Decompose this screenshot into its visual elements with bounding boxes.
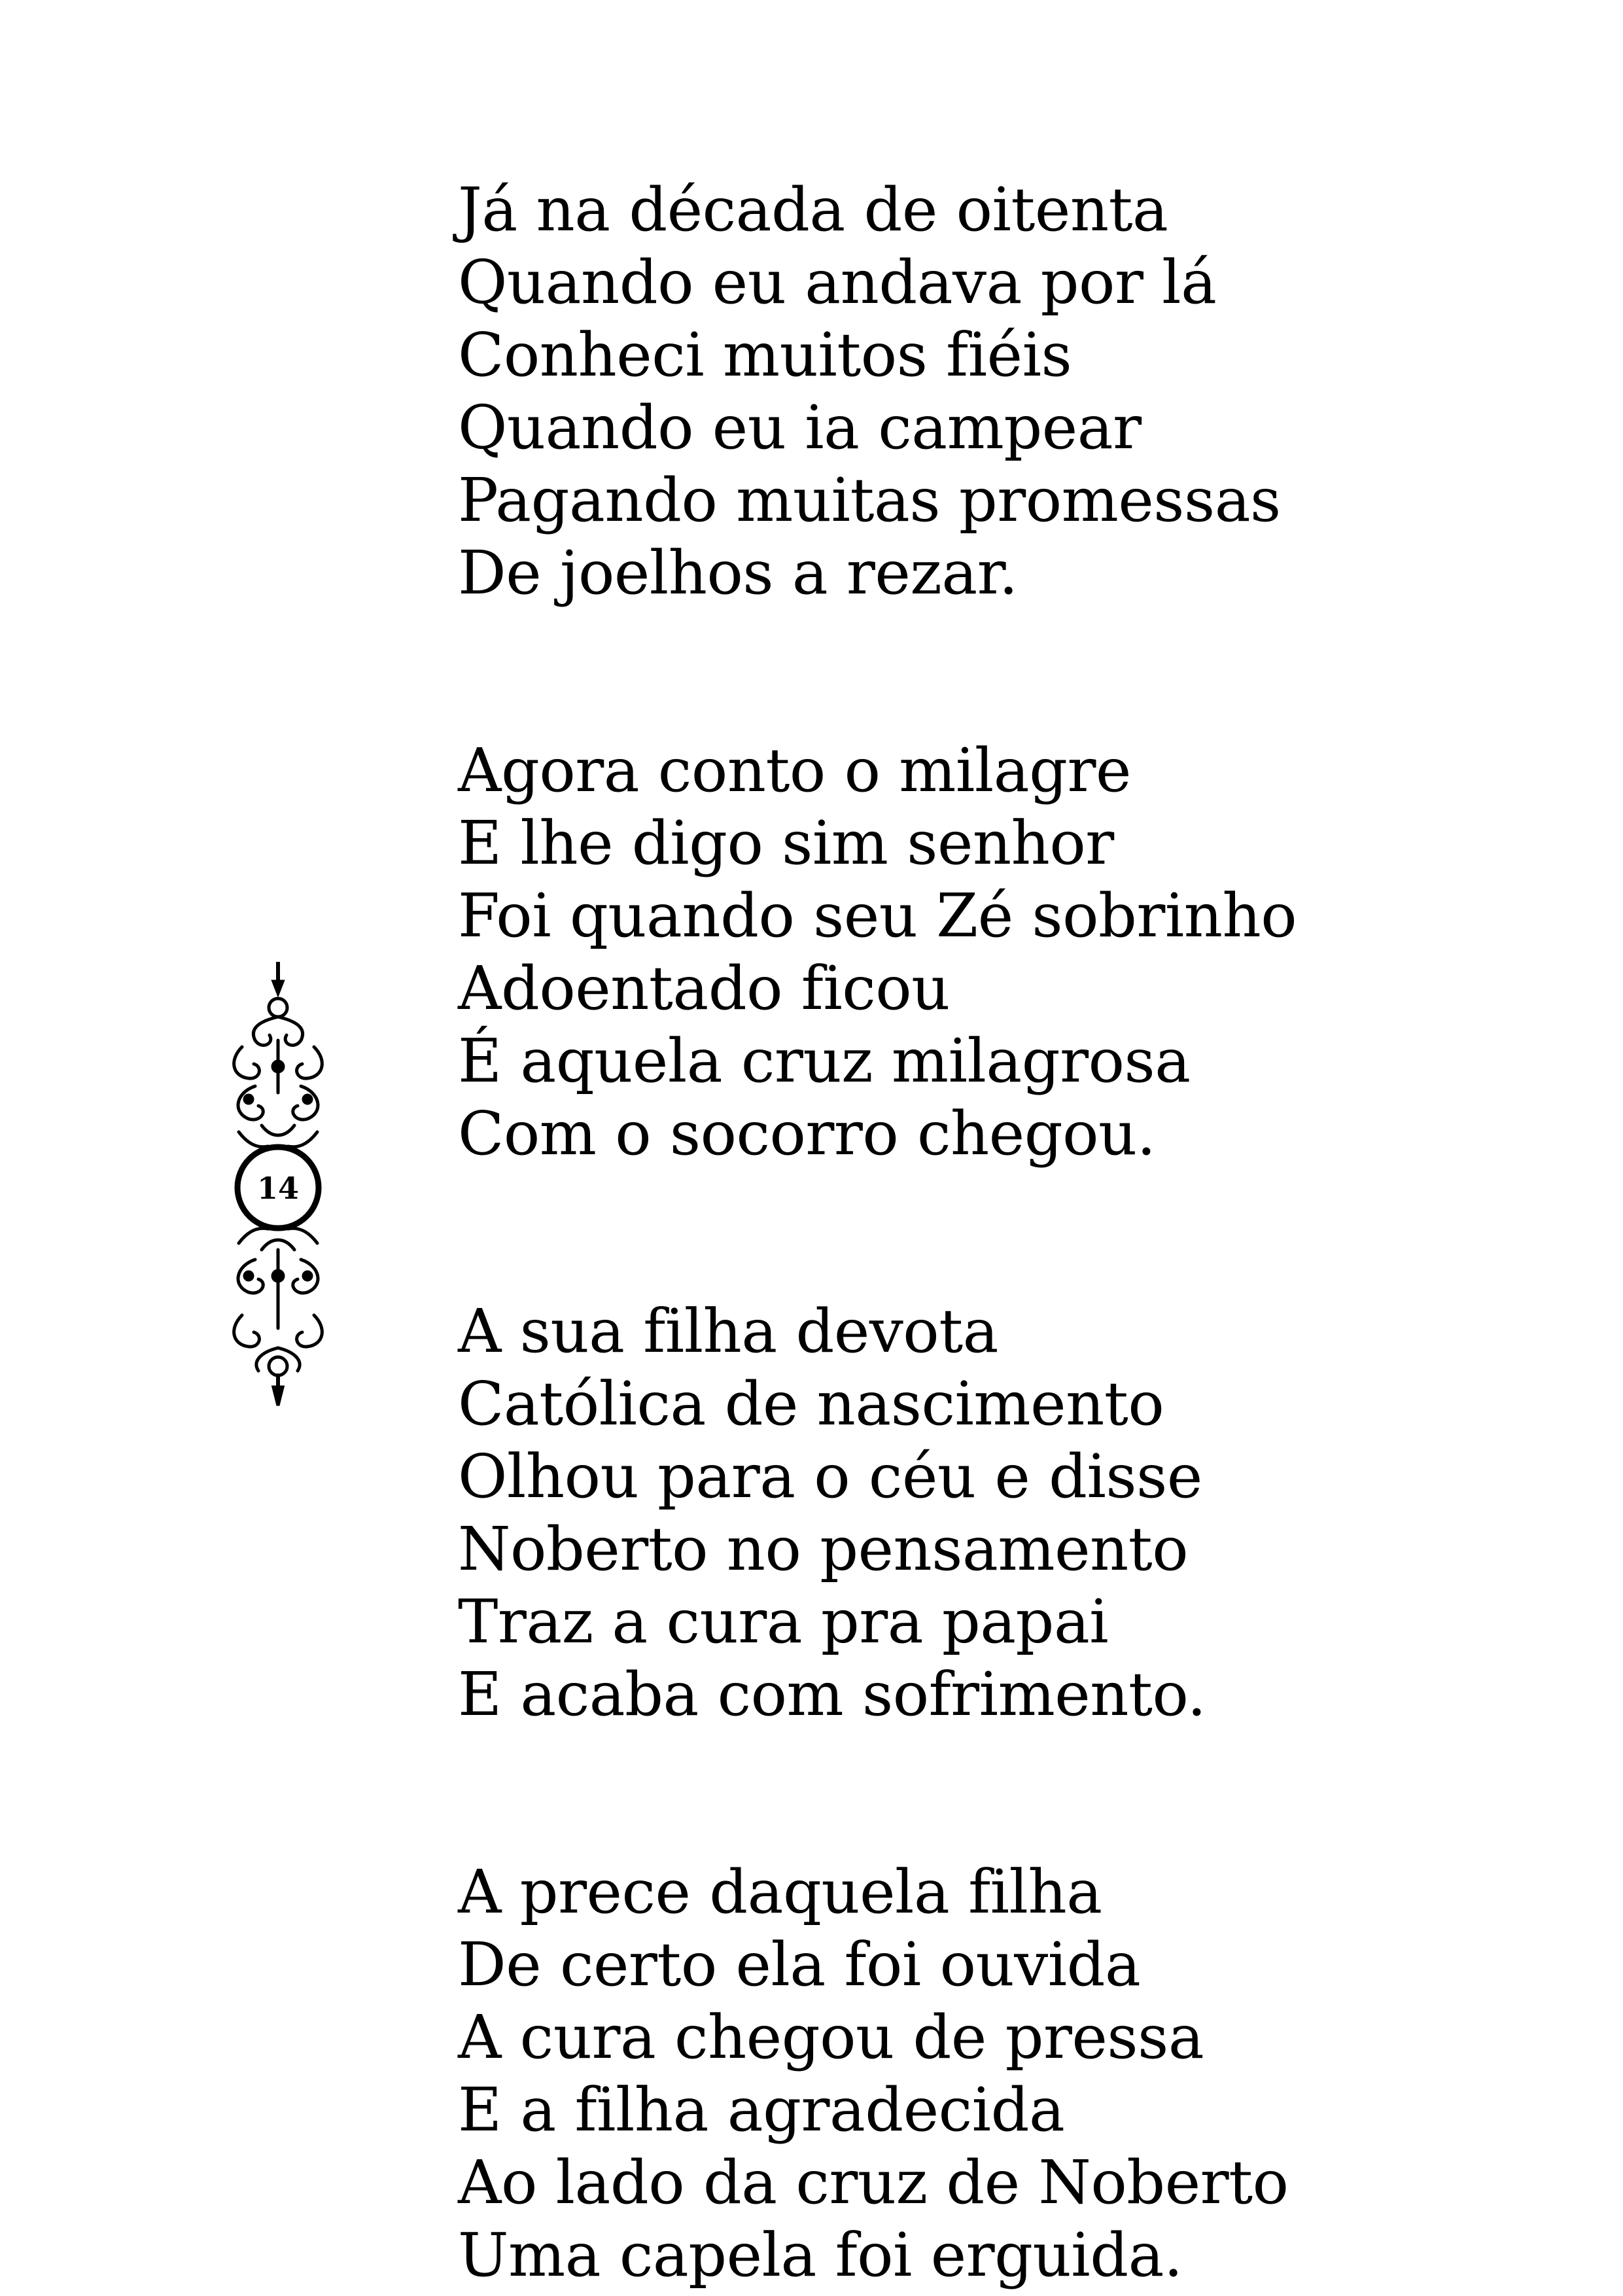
poem-line: A sua filha devota <box>458 1296 999 1366</box>
poem-line: A cura chegou de pressa <box>458 2002 1204 2072</box>
poem-line: Quando eu andava por lá <box>458 247 1217 317</box>
page-number: 14 <box>256 1171 300 1206</box>
filigree-scroll-icon <box>222 962 334 1407</box>
poem-line: De certo ela foi ouvida <box>458 1930 1141 2000</box>
poem-line: Adoentado ficou <box>458 953 950 1023</box>
poem-line: Traz a cura pra papai <box>458 1587 1109 1657</box>
poem-line: Foi quando seu Zé sobrinho <box>458 881 1297 951</box>
poem-line: A prece daquela filha <box>458 1857 1102 1927</box>
stanza-4 <box>458 1856 1570 2291</box>
stanza-3 <box>458 1295 1570 1731</box>
stanza-1 <box>458 173 1570 609</box>
poem-line: E a filha agradecida <box>458 2075 1065 2145</box>
poem-line: Pagando muitas promessas <box>458 465 1281 535</box>
poem <box>458 173 1570 2291</box>
poem-line: Conheci muitos fiéis <box>458 320 1072 390</box>
poem-line: E lhe digo sim senhor <box>458 808 1114 878</box>
poem-line: Noberto no pensamento <box>458 1514 1189 1584</box>
poem-line: Uma capela foi erguida. <box>458 2220 1183 2290</box>
poem-line: De joelhos a rezar. <box>458 538 1018 608</box>
poem-line: Católica de nascimento <box>458 1369 1164 1439</box>
poem-line: Com o socorro chegou. <box>458 1099 1156 1169</box>
poem-line: Olhou para o céu e disse <box>458 1441 1202 1511</box>
poem-line: Ao lado da cruz de Noberto <box>458 2147 1289 2217</box>
page-number-ornament <box>222 962 334 1407</box>
poem-line: Quando eu ia campear <box>458 393 1142 463</box>
poem-line: E acaba com sofrimento. <box>458 1659 1206 1729</box>
poem-line: Agora conto o milagre <box>458 735 1131 805</box>
poem-line: É aquela cruz milagrosa <box>458 1026 1191 1096</box>
poem-line: Já na década de oitenta <box>458 175 1168 245</box>
stanza-2 <box>458 734 1570 1170</box>
